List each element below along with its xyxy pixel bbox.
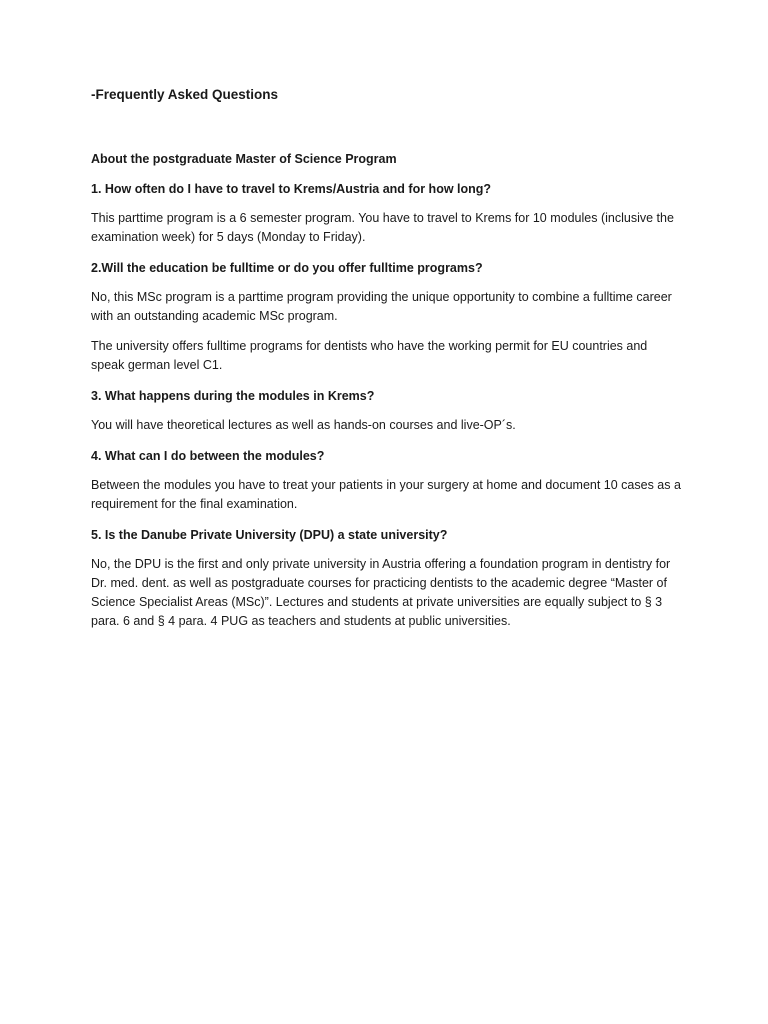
faq-item-1 <box>91 180 681 247</box>
faq-question: 2.Will the education be fulltime or do you offer fulltime programs? <box>91 261 483 275</box>
faq-answer: You will have theoretical lectures as well as hands-on courses and live-OP´s. <box>91 418 516 432</box>
faq-answer: No, this MSc program is a parttime program providing the unique opportunity to combine a fulltime career with an outstanding academic MSc program. <box>91 290 672 323</box>
document-title: -Frequently Asked Questions <box>91 87 279 102</box>
faq-answer: Between the modules you have to treat your patients in your surgery at home and document 10 cases as a requirement for the final examination. <box>91 478 681 511</box>
faq-item-2 <box>91 259 681 375</box>
faq-item-3 <box>91 387 681 435</box>
faq-question: 4. What can I do between the modules? <box>91 449 325 463</box>
faq-question: 3. What happens during the modules in Krems? <box>91 389 375 403</box>
faq-question: 5. Is the Danube Private University (DPU) a state university? <box>91 528 448 542</box>
faq-answer: The university offers fulltime programs for dentists who have the working permit for EU countries and speak german level C1. <box>91 339 648 372</box>
faq-answer: No, the DPU is the first and only private university in Austria offering a foundation program in dentistry for Dr. med. dent. as well as postgraduate courses for practicing dentists to the academic degree “Master of Science Specialist Areas (MSc)”. Lectures and students at private universities are equally subject to § 3 para. 6 and § 4 para. 4 PUG as teachers and students at public universities. <box>91 557 671 628</box>
faq-item-5 <box>91 526 681 631</box>
faq-answer: This parttime program is a 6 semester program. You have to travel to Krems for 10 modules (inclusive the examination week) for 5 days (Monday to Friday). <box>91 211 674 244</box>
faq-item-4 <box>91 447 681 514</box>
faq-question: 1. How often do I have to travel to Krems/Austria and for how long? <box>91 182 492 196</box>
document-page <box>91 86 681 631</box>
section-heading: About the postgraduate Master of Science Program <box>91 152 397 166</box>
